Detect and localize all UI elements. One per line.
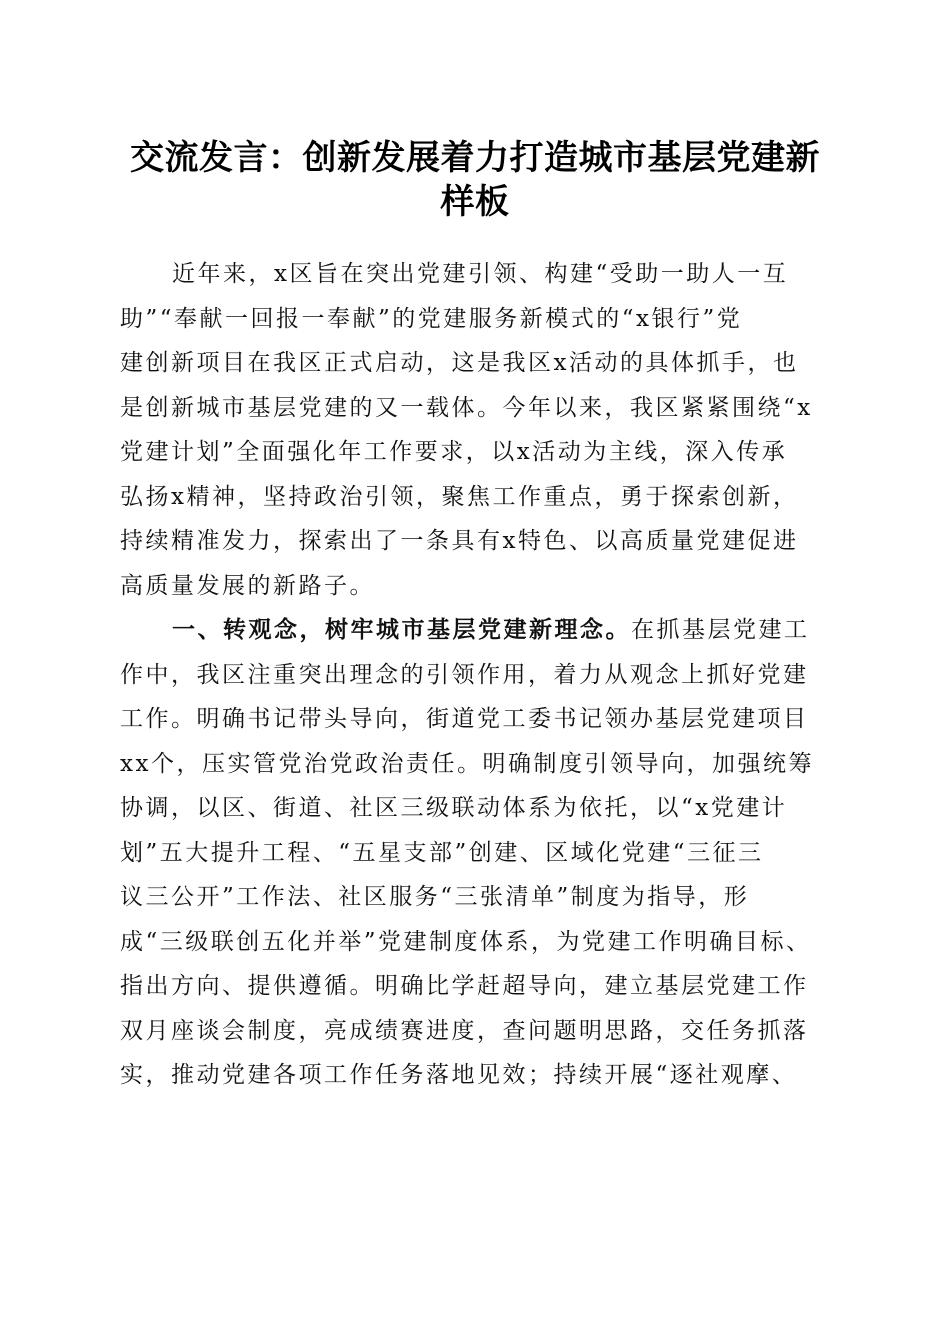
paragraph-line: 党建计划”全面强化年工作要求，以x活动为主线，深入传承 xyxy=(120,439,788,465)
paragraph-line: 高质量发展的新路子。 xyxy=(120,572,375,599)
paragraph-intro xyxy=(120,252,828,608)
paragraph-line: 工作。明确书记带头导向，街道党工委书记领办基层党建项目 xyxy=(120,706,809,732)
paragraph-line: 指出方向、提供遵循。明确比学赶超导向，建立基层党建工作 xyxy=(120,973,809,999)
paragraph-line: 弘扬x精神，坚持政治引领，聚焦工作重点，勇于探索创新， xyxy=(120,483,799,510)
section-heading: 一、转观念，树牢城市基层党建新理念。 xyxy=(172,616,631,643)
paragraph-line: 是创新城市基层党建的又一载体。今年以来，我区紧紧围绕“x xyxy=(120,394,813,421)
paragraph-line: 议三公开”工作法、社区服务“三张清单”制度为指导，形 xyxy=(120,884,750,910)
paragraph-line: xx个，压实管党治党政治责任。明确制度引领导向，加强统筹 xyxy=(120,750,814,777)
paragraph-line: 持续精准发力，探索出了一条具有x特色、以高质量党建促进 xyxy=(120,528,799,554)
paragraph-line: 划”五大提升工程、“五星支部”创建、区域化党建“三征三 xyxy=(120,839,764,866)
paragraph-line: 实，推动党建各项工作任务落地见效；持续开展“逐社观摩、 xyxy=(120,1062,798,1088)
paragraph-line: 协调，以区、街道、社区三级联动体系为依托，以“x党建计 xyxy=(120,795,788,821)
paragraph-line: 双月座谈会制度，亮成绩赛进度，查问题明思路，交任务抓落 xyxy=(120,1017,809,1044)
document-body xyxy=(120,252,828,1098)
section-first-line xyxy=(120,608,828,653)
paragraph-line: 作中，我区注重突出理念的引领作用，着力从观念上抓好党建 xyxy=(120,661,809,688)
paragraph-line: 建创新项目在我区正式启动，这是我区x活动的具体抓手，也 xyxy=(120,350,799,376)
paragraph-line: 成“三级联创五化并举”党建制度体系，为党建工作明确目标、 xyxy=(120,928,812,955)
document-title: 交流发言：创新发展着力打造城市基层党建新样板 xyxy=(130,138,820,222)
section-first-line-text: 在抓基层党建工 xyxy=(631,617,810,643)
paragraph-line: 助”“奉献一回报一奉献”的党建服务新模式的“x银行”党 xyxy=(120,305,743,332)
paragraph-line: 近年来，x区旨在突出党建引领、构建“受助一助人一互 xyxy=(172,261,789,287)
section-one xyxy=(120,608,828,1098)
